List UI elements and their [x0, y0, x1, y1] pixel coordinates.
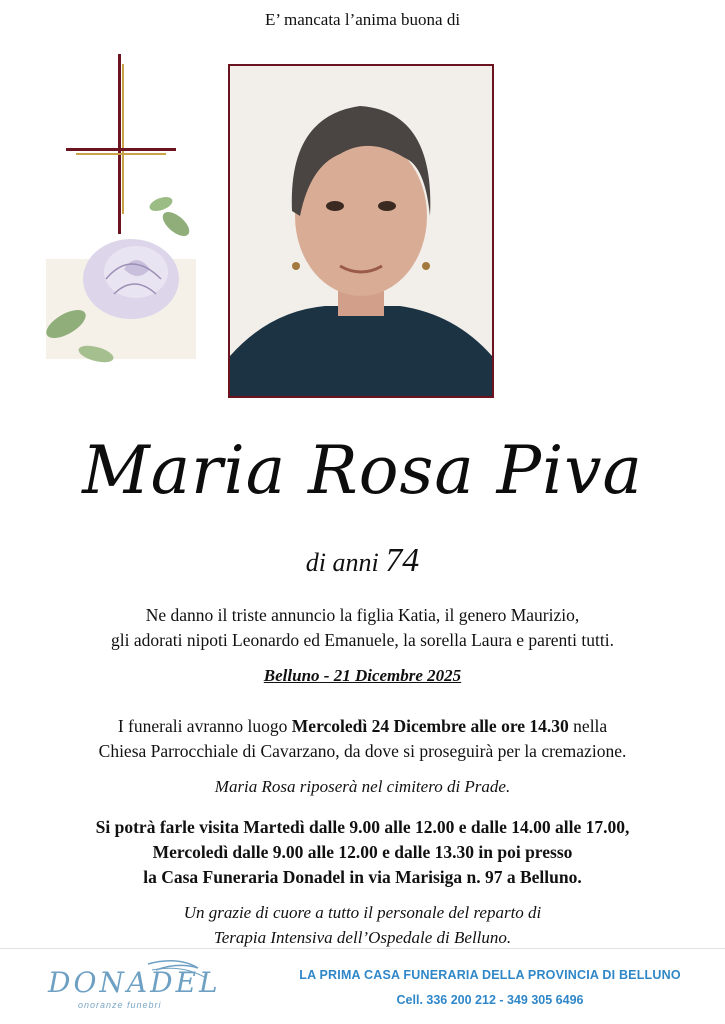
logo-wordmark: DONADEL	[48, 966, 221, 999]
intro-text: E’ mancata l’anima buona di	[264, 10, 461, 29]
thanks-line: Terapia Intensiva dell’Ospedale di Belluno.	[213, 928, 512, 947]
cross-rose-illustration	[36, 54, 196, 364]
visit-info	[0, 815, 725, 890]
announcement	[0, 603, 725, 653]
funeral-line-1	[0, 714, 725, 739]
funeral-datetime: Mercoledì 24 Dicembre alle ore 14.30	[291, 716, 569, 736]
visit-line: Mercoledì dalle 9.00 alle 12.00 e dalle 13.30 in poi presso	[152, 842, 573, 862]
funeral-info	[0, 714, 725, 764]
announcement-line: Ne danno il triste annuncio la figlia Katia, il genero Maurizio,	[145, 605, 580, 625]
portrait-photo	[228, 64, 494, 398]
age-prefix: di anni	[305, 548, 379, 577]
donadel-logo	[48, 956, 228, 1018]
deceased-name: Maria Rosa Piva	[82, 432, 643, 509]
visit-line: la Casa Funeraria Donadel in via Marisiga n. 97 a Belluno.	[143, 867, 582, 887]
funeral-line-2: Chiesa Parrocchiale di Cavarzano, da dove si proseguirà per la cremazione.	[98, 741, 627, 761]
burial-info: Maria Rosa riposerà nel cimitero di Prade.	[214, 777, 511, 796]
footer-slogan: LA PRIMA CASA FUNERARIA DELLA PROVINCIA DI BELLUNO	[299, 968, 681, 982]
funeral-text: I funerali avranno luogo	[117, 716, 292, 736]
age-value: 74	[385, 542, 420, 579]
thanks-message	[0, 900, 725, 950]
logo-subtitle: onoranze funebri	[78, 1000, 162, 1010]
place-date: Belluno - 21 Dicembre 2025	[263, 666, 462, 685]
announcement-line: gli adorati nipoti Leonardo ed Emanuele, la sorella Laura e parenti tutti.	[111, 630, 614, 650]
footer-phone: Cell. 336 200 212 - 349 305 6496	[396, 993, 584, 1007]
age-line	[0, 542, 725, 580]
thanks-line: Un grazie di cuore a tutto il personale del reparto di	[183, 903, 542, 922]
funeral-text: nella	[568, 716, 608, 736]
visit-line: Si potrà farle visita Martedì dalle 9.00 alle 12.00 e dalle 14.00 alle 17.00,	[95, 817, 630, 837]
footer-divider	[0, 948, 725, 949]
